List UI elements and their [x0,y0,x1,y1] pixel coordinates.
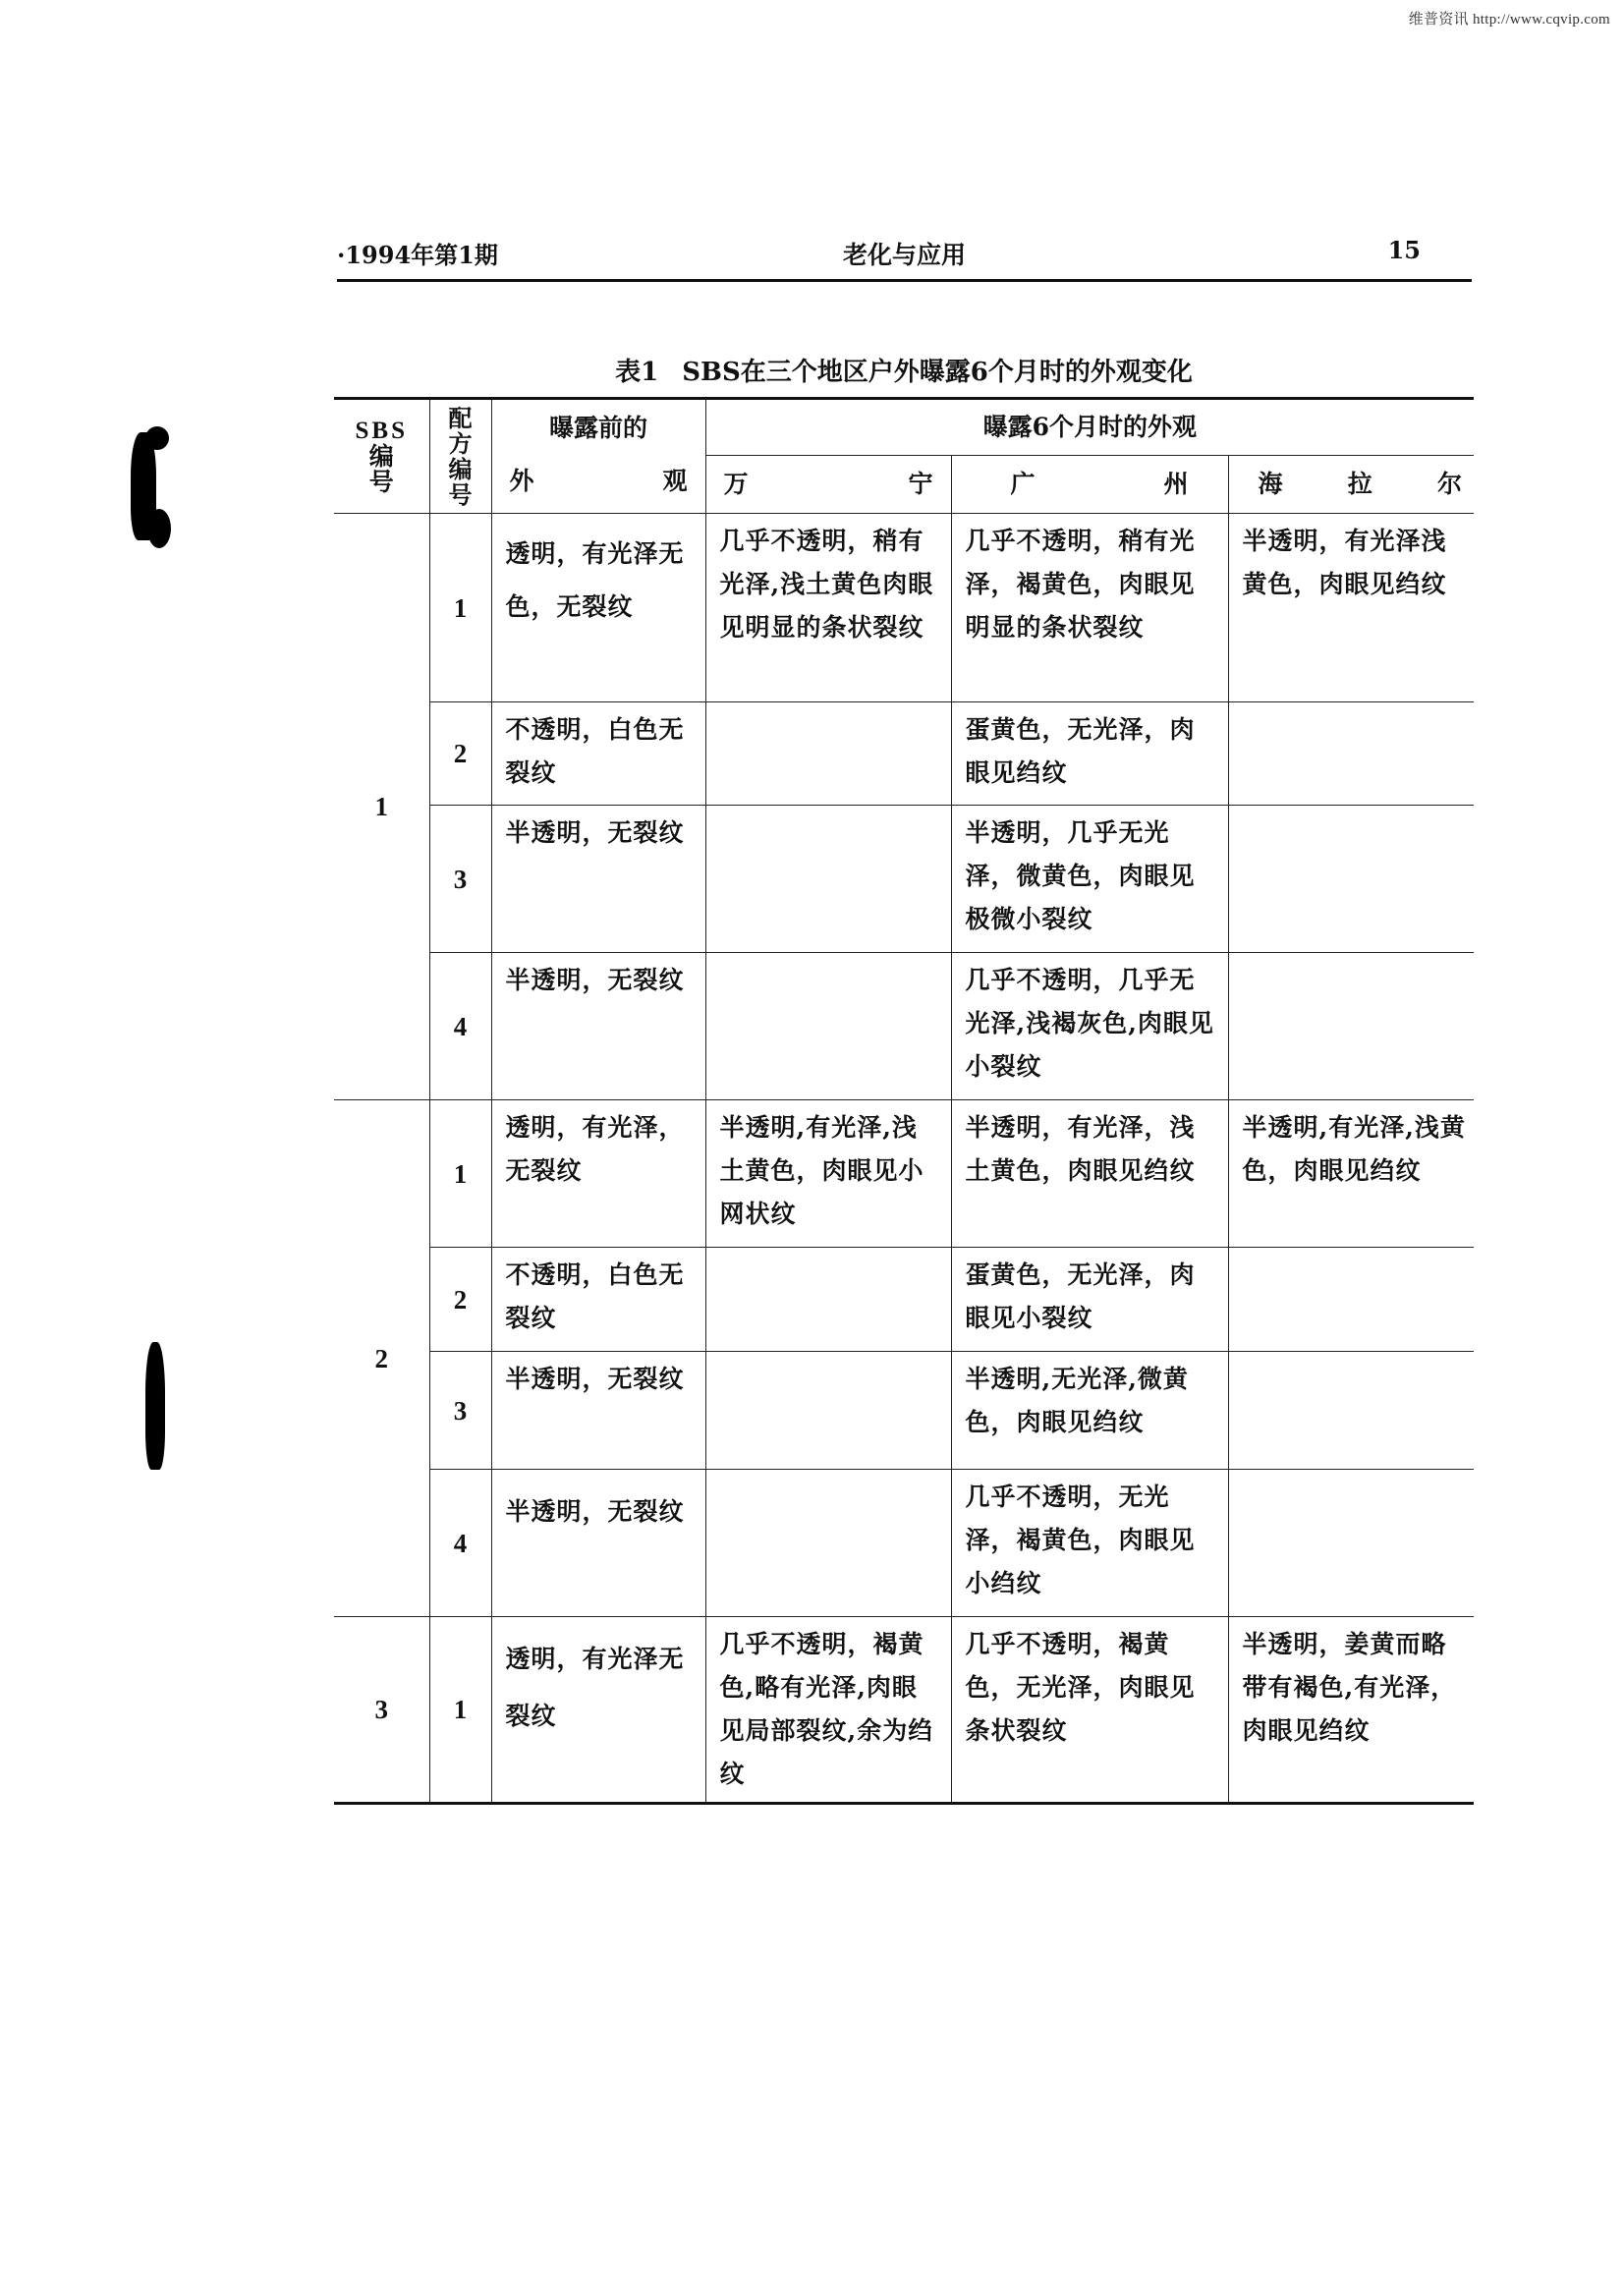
table-row [334,1100,1474,1248]
formula-number: 2 [429,702,491,806]
table-row [334,806,1474,953]
formula-number: 1 [429,514,491,702]
hailar-cell: 半透明,有光泽,浅黄色，肉眼见绉纹 [1228,1100,1474,1248]
header-hailar: 海 拉 尔 [1228,456,1474,514]
scan-artifact-mark [145,426,169,450]
wanning-cell: 半透明,有光泽,浅土黄色，肉眼见小网状纹 [705,1100,951,1248]
guangzhou-cell: 蛋黄色，无光泽，肉眼见小裂纹 [951,1248,1228,1352]
table-label: 表1 [615,358,659,387]
guangzhou-cell: 半透明，几乎无光泽，微黄色，肉眼见极微小裂纹 [951,806,1228,953]
table-row [334,1617,1474,1804]
header-before-exposure: 曝露前的 外 观 [491,399,705,514]
formula-number: 1 [429,1100,491,1248]
before-cell: 半透明，无裂纹 [491,1470,705,1617]
formula-number: 3 [429,1352,491,1470]
formula-number: 3 [429,806,491,953]
issue-label: ·1994年第1期 [337,241,498,269]
page-number: 15 [1387,236,1421,264]
table-row [334,1470,1474,1617]
table-row [334,1352,1474,1470]
wanning-cell: 几乎不透明，褐黄色,略有光泽,肉眼见局部裂纹,余为绉纹 [705,1617,951,1804]
table-title: SBS在三个地区户外曝露6个月时的外观变化 [682,358,1193,387]
table-row [334,702,1474,806]
appearance-table [334,397,1474,1805]
guangzhou-cell: 几乎不透明，无光泽，褐黄色，肉眼见小绉纹 [951,1470,1228,1617]
hailar-cell [1228,1352,1474,1470]
watermark: 维普资讯 http://www.cqvip.com [1408,12,1610,28]
before-cell: 透明，有光泽无色，无裂纹 [491,514,705,702]
running-header [337,232,1472,277]
sbs-number: 2 [334,1100,429,1617]
table-row [334,514,1474,702]
hailar-cell: 半透明，有光泽浅黄色，肉眼见绉纹 [1228,514,1474,702]
hailar-cell: 半透明，姜黄而略带有褐色,有光泽，肉眼见绉纹 [1228,1617,1474,1804]
wanning-cell [705,806,951,953]
before-cell: 半透明，无裂纹 [491,953,705,1100]
formula-number: 4 [429,1470,491,1617]
guangzhou-cell: 蛋黄色，无光泽，肉眼见绉纹 [951,702,1228,806]
formula-number: 1 [429,1617,491,1804]
wanning-cell: 几乎不透明，稍有光泽,浅土黄色肉眼见明显的条状裂纹 [705,514,951,702]
formula-number: 4 [429,953,491,1100]
wanning-cell [705,1352,951,1470]
wanning-cell [705,1470,951,1617]
guangzhou-cell: 半透明，有光泽，浅土黄色，肉眼见绉纹 [951,1100,1228,1248]
hailar-cell [1228,953,1474,1100]
table-header-row [334,399,1474,456]
guangzhou-cell: 几乎不透明，褐黄色，无光泽，肉眼见条状裂纹 [951,1617,1228,1804]
hailar-cell [1228,1248,1474,1352]
header-rule [337,279,1472,282]
before-cell: 不透明，白色无裂纹 [491,702,705,806]
wanning-cell [705,1248,951,1352]
formula-number: 2 [429,1248,491,1352]
hailar-cell [1228,1470,1474,1617]
journal-title: 老化与应用 [842,241,966,269]
scan-artifact-mark [147,509,171,548]
table-caption [334,352,1474,388]
hailar-cell [1228,806,1474,953]
header-guangzhou: 广 州 [951,456,1228,514]
header-wanning: 万 宁 [705,456,951,514]
scan-artifact-mark [145,1342,165,1470]
table-row [334,1248,1474,1352]
header-after-6-months: 曝露6个月时的外观 [705,399,1474,456]
sbs-number: 1 [334,514,429,1100]
header-sbs-no: SBS 编 号 [334,399,429,514]
guangzhou-cell: 几乎不透明，几乎无光泽,浅褐灰色,肉眼见小裂纹 [951,953,1228,1100]
before-cell: 半透明，无裂纹 [491,1352,705,1470]
guangzhou-cell: 几乎不透明，稍有光泽，褐黄色，肉眼见明显的条状裂纹 [951,514,1228,702]
hailar-cell [1228,702,1474,806]
before-cell: 半透明，无裂纹 [491,806,705,953]
before-cell: 不透明，白色无裂纹 [491,1248,705,1352]
wanning-cell [705,953,951,1100]
table-row [334,953,1474,1100]
header-formula-no: 配 方 编 号 [429,399,491,514]
before-cell: 透明，有光泽，无裂纹 [491,1100,705,1248]
sbs-number: 3 [334,1617,429,1804]
wanning-cell [705,702,951,806]
guangzhou-cell: 半透明,无光泽,微黄色，肉眼见绉纹 [951,1352,1228,1470]
before-cell: 透明，有光泽无裂纹 [491,1617,705,1804]
